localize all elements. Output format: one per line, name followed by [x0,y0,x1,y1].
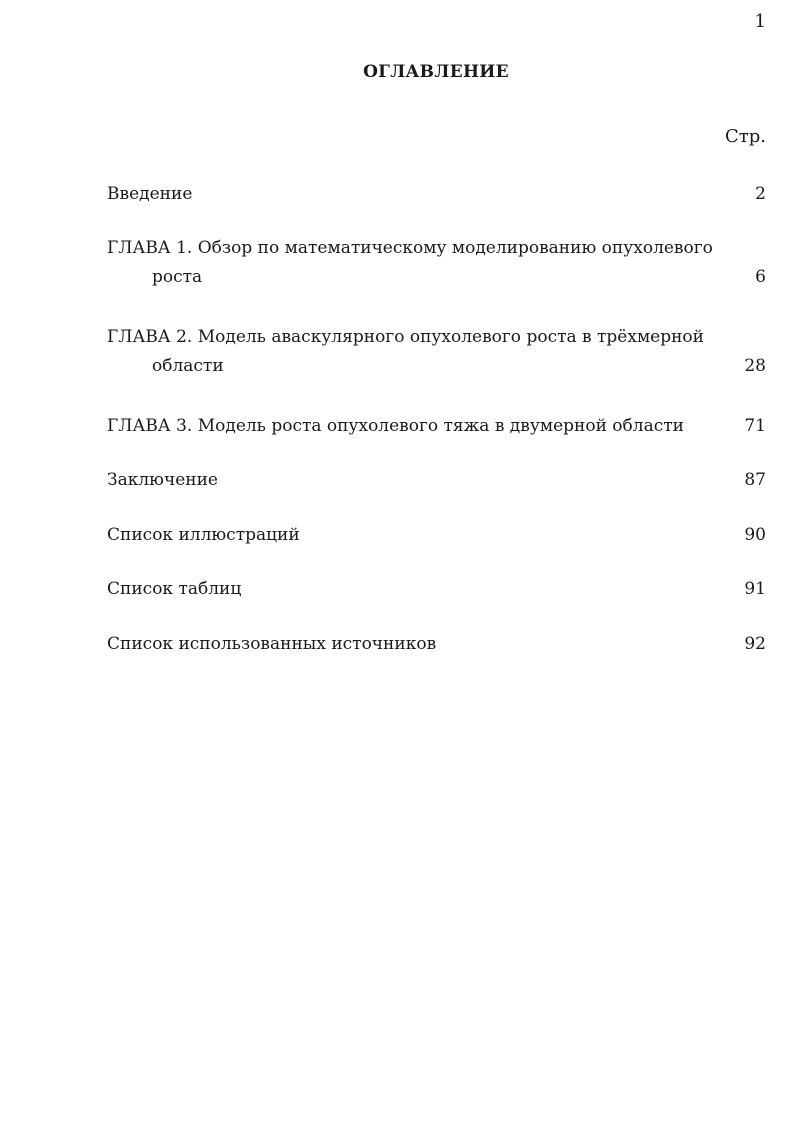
toc-entry-title: Список иллюстраций [107,525,300,545]
toc-entry-page: 28 [744,356,766,376]
toc-entry-page: 2 [755,184,766,204]
toc-entry-page: 91 [744,579,766,599]
toc-entry-page: 6 [755,267,766,287]
toc-entry-title: Список таблиц [107,579,242,599]
toc-entry-title-continuation: роста [152,267,203,287]
toc-entry-page: 92 [744,634,766,654]
toc-entry-title: ГЛАВА 1. Обзор по математическому моделированию опухолевого [107,238,713,258]
toc-entry-list-of-figures [107,525,766,545]
toc-entry-list-of-tables [107,579,766,599]
toc-entry-title: ГЛАВА 2. Модель аваскулярного опухолевого роста в трёхмерной [107,327,705,347]
page-column-header: Стр. [725,126,766,147]
toc-entry-title: ГЛАВА 3. Модель роста опухолевого тяжа в двумерной области [107,416,684,436]
toc-entry-page: 71 [744,416,766,436]
toc-entry-title: Введение [107,184,193,204]
toc-entry-title: Список использованных источников [107,634,437,654]
toc-entry-page: 87 [744,470,766,490]
toc-entry-title-continuation: области [152,356,224,376]
toc-entry-introduction [107,184,766,204]
toc-title: ОГЛАВЛЕНИЕ [363,62,509,82]
toc-entry-chapter-3 [107,416,766,436]
page-number: 1 [754,11,766,32]
toc-entry-chapter-1 [107,238,766,287]
toc-entry-page: 90 [744,525,766,545]
toc-entry-references [107,634,766,654]
toc-entry-conclusion [107,470,766,490]
toc-entry-chapter-2 [107,327,766,376]
toc-entry-title: Заключение [107,470,218,490]
